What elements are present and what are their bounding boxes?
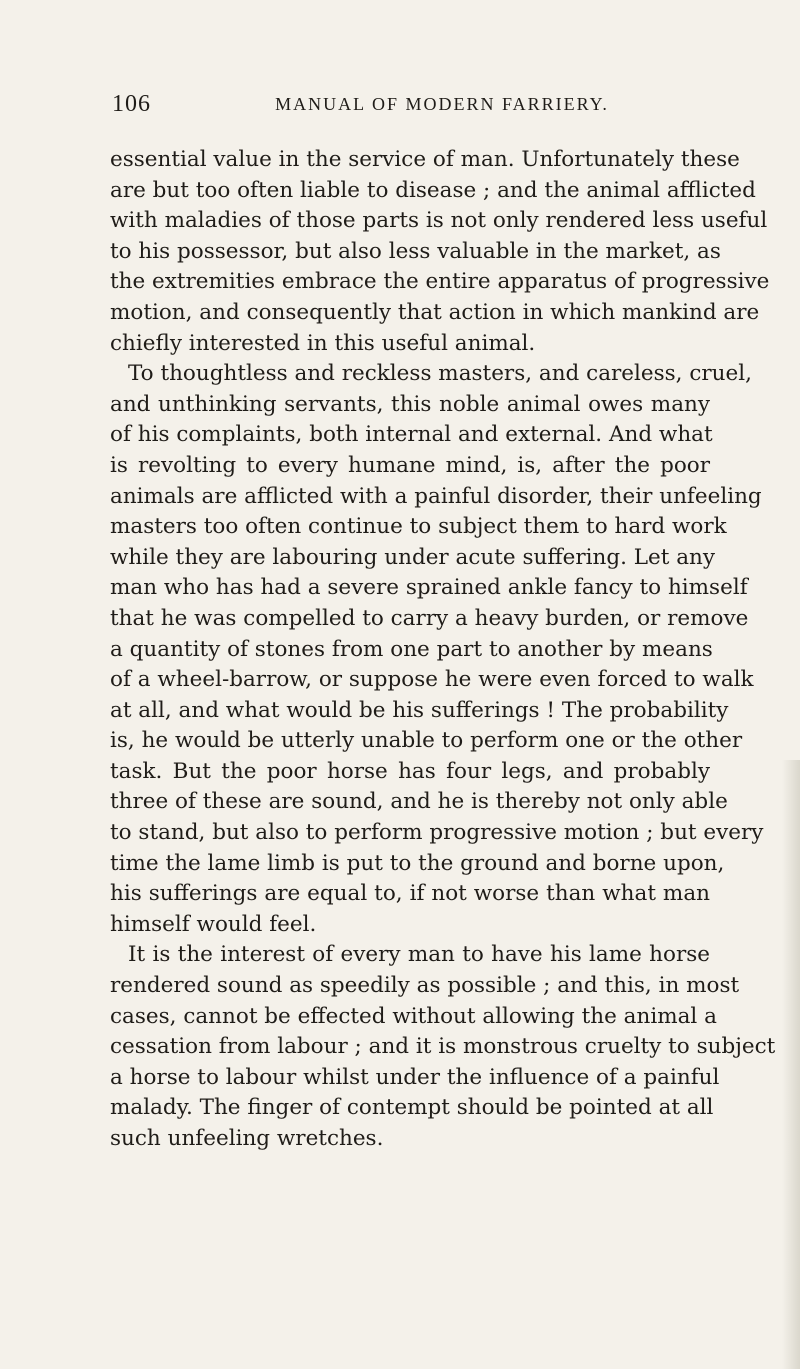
page-number: 106 xyxy=(112,91,151,117)
text-line-18: of a wheel-barrow, or suppose he were even forced to walk xyxy=(110,667,754,693)
text-line-10: of his complaints, both internal and external. And what xyxy=(110,422,713,448)
text-line-26: himself would feel. xyxy=(110,911,317,937)
text-line-6: motion, and consequently that action in which mankind are xyxy=(110,299,760,325)
text-line-3: with maladies of those parts is not only rendered less useful xyxy=(110,208,768,234)
text-line-8: To thoughtless and reckless masters, and careless, cruel, xyxy=(128,361,752,387)
text-line-11: is revolting to every humane mind, is, after the poor xyxy=(110,452,710,478)
text-line-28: rendered sound as speedily as possible ; and this, in most xyxy=(110,973,740,999)
text-line-23: to stand, but also to perform progressive motion ; but every xyxy=(110,820,764,846)
text-line-29: cases, cannot be effected without allowing the animal a xyxy=(110,1003,717,1029)
text-line-4: to his possessor, but also less valuable in the market, as xyxy=(110,238,721,264)
text-line-12: animals are afflicted with a painful disorder, their unfeeling xyxy=(110,483,762,509)
text-line-2: are but too often liable to disease ; and the animal afflicted xyxy=(110,177,756,203)
text-line-17: a quantity of stones from one part to another by means xyxy=(110,636,713,662)
text-line-22: three of these are sound, and he is thereby not only able xyxy=(110,789,728,815)
text-line-20: is, he would be utterly unable to perform one or the other xyxy=(110,728,743,754)
text-line-7: chiefly interested in this useful animal. xyxy=(110,330,536,356)
text-line-1: essential value in the service of man. Unfortunately these xyxy=(110,147,740,172)
text-line-16: that he was compelled to carry a heavy burden, or remove xyxy=(110,605,749,631)
text-line-14: while they are labouring under acute suffering. Let any xyxy=(110,544,716,570)
text-line-9: and unthinking servants, this noble animal owes many xyxy=(110,391,710,417)
text-line-25: his sufferings are equal to, if not worse than what man xyxy=(110,881,710,907)
page-header xyxy=(112,88,702,124)
text-line-21: task. But the poor horse has four legs, and probably xyxy=(110,758,710,784)
page-edge-shadow xyxy=(782,760,800,1369)
running-title: MANUAL OF MODERN FARRIERY. xyxy=(275,94,609,114)
text-line-15: man who has had a severe sprained ankle fancy to himself xyxy=(110,575,748,601)
text-line-27: It is the interest of every man to have his lame horse xyxy=(128,942,710,968)
text-line-33: such unfeeling wretches. xyxy=(110,1126,384,1151)
text-line-19: at all, and what would be his sufferings ! The probability xyxy=(110,697,729,723)
text-line-30: cessation from labour ; and it is monstrous cruelty to subject xyxy=(110,1034,776,1060)
text-line-31: a horse to labour whilst under the influence of a painful xyxy=(110,1064,720,1090)
text-line-5: the extremities embrace the entire apparatus of progressive xyxy=(110,269,770,295)
text-line-24: time the lame limb is put to the ground and borne upon, xyxy=(110,850,725,876)
body-text xyxy=(110,145,776,1155)
text-line-32: malady. The finger of contempt should be pointed at all xyxy=(110,1095,714,1121)
text-line-13: masters too often continue to subject them to hard work xyxy=(110,514,727,540)
